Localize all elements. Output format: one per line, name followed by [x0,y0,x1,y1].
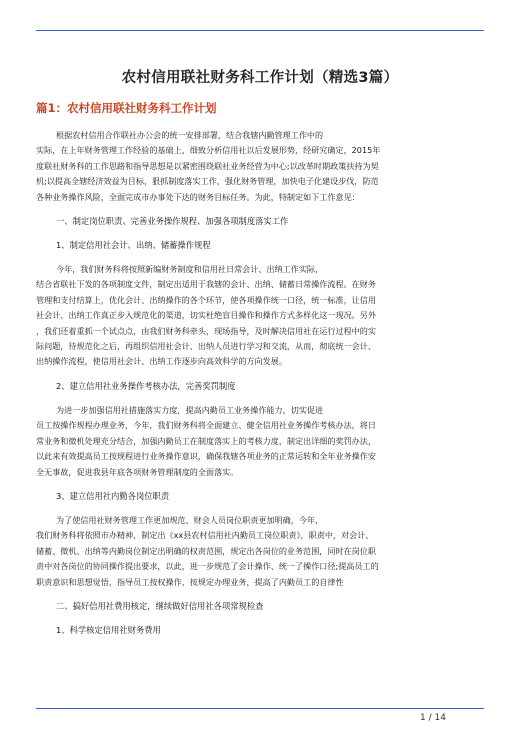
document-body [36,128,484,647]
body-paragraph [36,128,484,205]
paragraph-line: 今年，我们财务科将按照新编财务制度和信用社日常会计、出纳工作实际， [56,264,324,275]
paragraph-line: 员工按操作规程办理业务，今年，我们财务科将全面建立、健全信用社业务操作考核办法，将日 [36,420,376,431]
paragraph-line: 根据农村信用合作联社办公会的统一安排部署，结合我辖内勤管理工作中的 [56,130,324,140]
page-number: 1 / 14 [420,713,446,723]
paragraph-line: 储蓄、微机、出纳等内勤岗位制定出明确的权责范围，规定出各岗位的业务范围，同时在岗位职 [36,545,376,556]
paragraph-line: 为了使信用社财务管理工作更加规范、财会人员岗位职责更加明确，今年， [56,514,324,525]
paragraph-line: 职责意识和思想觉悟，指导员工按权操作、按规定办理业务，提高了内勤员工的自律性 [36,576,344,587]
paragraph-line: 各种业务操作风险，全面完成市办事处下达的财务目标任务。为此，特制定如下工作意见： [36,191,360,202]
paragraph-line: 实际，在上年财务管理工作经验的基础上，细致分析信用社以后发展形势，经研究确定，2015年 [36,145,381,156]
subsection-heading: 2、建立信用社业务操作考核办法，完善奖罚制度 [56,380,236,391]
subsection-heading: 1、科学核定信用社财务费用 [56,624,161,635]
paragraph-line: 出纳操作流程，使信用社会计、出纳工作逐步向高效科学的方向发展。 [36,356,287,367]
paragraph-line: 机;以提高全辖经济效益为目标，狠抓制度落实工作，强化财务管理，加快电子化建设步伐，防范 [36,176,379,187]
body-paragraph [36,513,484,590]
paragraph-line: 管理和支付结算上，优化会计、出纳操作的各个环节，使各项操作统一口径，统一标准，让信用 [36,294,376,305]
document-title: 农村信用联社财务科工作计划（精选3篇） [121,70,399,86]
section-heading: 篇1：农村信用联社财务科工作计划 [36,101,217,115]
paragraph-line: 我们财务科将依照市办精神，制定出《xx县农村信用社内勤员工岗位职责》，职责中，对会计、 [36,530,374,541]
header-rule [36,30,484,31]
paragraph-line: 度联社财务科的工作思路和指导思想是以紧密围绕联社业务经营为中心;以改革时期政策扶持为契 [36,160,379,171]
paragraph-line: 责中对各岗位的协同操作提出要求，以此，进一步规范了会计操作、统一了操作口径;提高员工的 [36,561,379,572]
subsection-heading: 3、建立信用社内勤各岗位职责 [56,490,170,501]
paragraph-line: 为进一步加强信用社措施落实力度，提高内勤员工业务操作能力，切实促进 [56,404,324,415]
subsection-heading: 二、搞好信用社费用核定，继续做好信用社各项常规检查 [56,600,264,611]
body-paragraph [36,262,484,370]
paragraph-line: 全无事故，促进我县年底各项财务管理制度的全面落实。 [36,466,239,477]
footer-rule [36,708,484,709]
subsection-heading: 一、制定岗位职责、完善业务操作规程、加强各项制度落实工作 [56,216,289,227]
paragraph-line: 社会计、出纳工作真正步入规范化的渠道，切实杜绝盲目操作和操作方式多样化这一现况。另外 [36,310,376,321]
paragraph-line: ，我们还着重抓一个试点点，由我们财务科牵头，现场指导，及时解决信用社在运行过程中的实 [36,325,376,336]
subsection-heading: 1、制定信用社会计、出纳、储蓄操作规程 [56,240,211,251]
body-paragraph [36,403,484,480]
paragraph-line: 常业务和微机处理充分结合，加强内勤员工在制度落实上的考核力度，制定出详细的奖罚办法， [36,435,376,446]
paragraph-line: 际问题，待规范化之后，再组织信用社会计、出纳人员进行学习和交流，从而，彻底统一会计、 [36,341,376,352]
paragraph-line: 以此来有效提高员工按规程进行业务操作意识，确保我辖各项业务的正常运转和全年业务操作安 [36,451,376,462]
paragraph-line: 结合省联社下发的各项制度文件，制定出适用于我辖的会计、出纳、储蓄日常操作流程。在财务 [36,279,376,290]
